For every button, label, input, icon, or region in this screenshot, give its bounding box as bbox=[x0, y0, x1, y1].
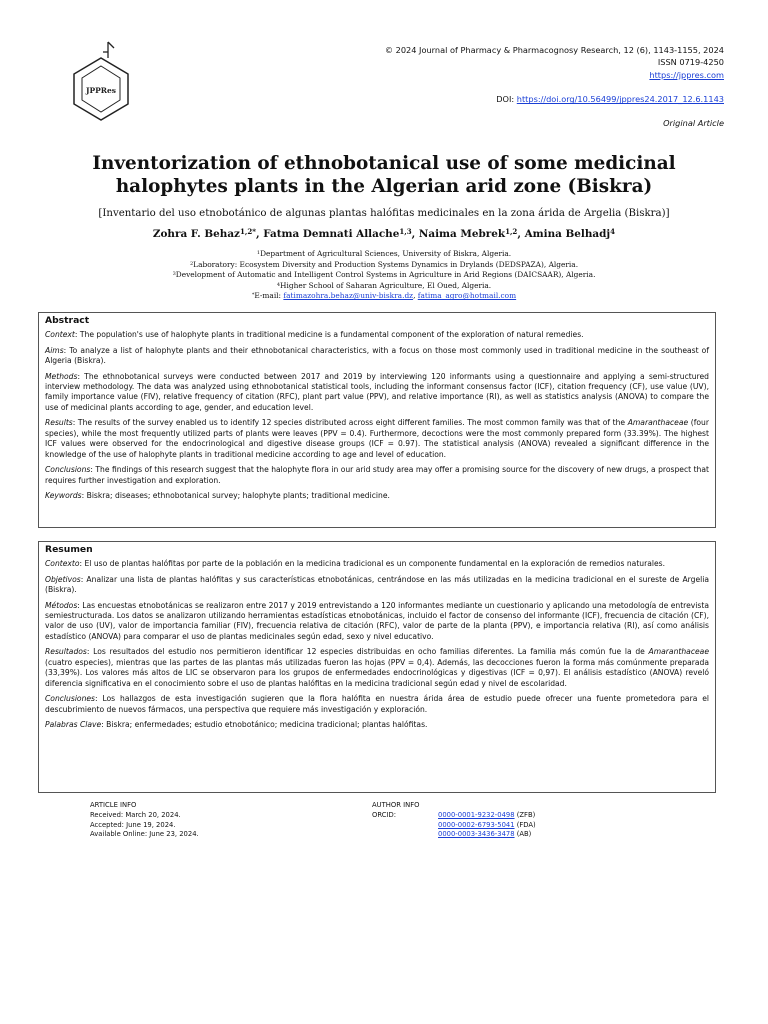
author-info-heading: AUTHOR INFO bbox=[372, 801, 420, 809]
journal-header bbox=[324, 44, 724, 129]
email-line bbox=[60, 291, 708, 302]
orcid-label: ORCID: bbox=[372, 810, 397, 819]
affiliation-text: Department of Agricultural Sciences, University of Biskra, Algeria. bbox=[260, 249, 512, 258]
section-text: (cuatro especies), mientras que las partes de las plantas más utilizadas fueron las hojas (PPV = 0,4). Además, las decocciones fueron la forma más comúnmente preparada (33,39%). Los valores más altos de LIC se observaron para los grupos de enfermedades endocrinológicas y digestivas (ICF = 0,97). El análisis estadístico (ANOVA) reveló diferencia significativa en el conocimiento sobre el uso de plantas halófitas en la medicina tradicional según edad y nivel de escolaridad. bbox=[45, 657, 709, 688]
section-text: : The results of the survey enabled us to identify 12 species distributed across eight different families. The most common family was that of the bbox=[72, 418, 628, 428]
author-name: Naima Mebrek bbox=[418, 228, 506, 240]
doi-line bbox=[324, 93, 724, 105]
author-superscript: 1,3 bbox=[399, 226, 412, 236]
email-separator: , bbox=[413, 291, 418, 301]
abstract-heading: Abstract bbox=[45, 315, 90, 326]
resumen-resultados bbox=[45, 647, 709, 689]
abstract-results bbox=[45, 418, 709, 460]
author-superscript: 1,2 bbox=[505, 226, 518, 236]
abstract-aims bbox=[45, 346, 709, 367]
section-label: Methods bbox=[45, 371, 78, 381]
section-text: : Analizar una lista de plantas halófitas y sus características etnobotánicas, centrándose en las más utilizadas en la medicina tradicional en el sureste de Argelia (Biskra). bbox=[45, 574, 709, 594]
affiliation-superscript: 2 bbox=[189, 260, 194, 267]
logo-text: JPPRes bbox=[85, 86, 117, 95]
article-title bbox=[60, 152, 708, 198]
section-label: Métodos bbox=[45, 600, 78, 610]
section-text: : Biskra; diseases; ethnobotanical survey; halophyte plants; traditional medicine. bbox=[81, 491, 390, 501]
orcid-link[interactable]: 0000-0002-6793-5041 bbox=[438, 820, 515, 829]
orcid-link[interactable]: 0000-0003-3436-3478 bbox=[438, 830, 515, 839]
author-name: Zohra F. Behaz bbox=[152, 228, 240, 240]
affiliation bbox=[60, 249, 708, 260]
orcid-link[interactable]: 0000-0001-9232-0498 bbox=[438, 810, 515, 819]
abstract-methods bbox=[45, 372, 709, 414]
article-info-heading: ARTICLE INFO bbox=[90, 801, 137, 809]
doi-label: DOI: bbox=[496, 94, 517, 105]
email-link-2[interactable]: fatima_agro@hotmail.com bbox=[417, 291, 517, 301]
issn: ISSN 0719-4250 bbox=[657, 57, 724, 68]
resumen-conclusiones bbox=[45, 694, 709, 715]
author-name: Fatma Demnati Allache bbox=[263, 228, 400, 240]
journal-website-link[interactable]: https://jppres.com bbox=[649, 69, 724, 80]
journal-citation: © 2024 Journal of Pharmacy & Pharmacognosy Research, 12 (6), 1143-1155, 2024 bbox=[384, 45, 724, 55]
section-label: Conclusiones bbox=[45, 694, 96, 704]
article-type: Original Article bbox=[663, 117, 724, 128]
doi-link[interactable]: https://doi.org/10.56499/jppres24.2017_12.6.1143 bbox=[516, 94, 724, 105]
section-label: Results bbox=[45, 418, 73, 428]
orcid-initials: (FDA) bbox=[514, 820, 536, 829]
section-text: (four species), while the most frequently utilized parts of plants were leaves (PPV = 0.4). Furthermore, decoctions were the most commonly prepared form (33.39%). The highest ICF values were observed for the endocrinological and digestive disease groups (ICF = 0.97). The statistical analysis (ANOVA) revealed a significant difference in the knowledge of the use of halophyte plants in traditional medicine according to age and level of education. bbox=[45, 418, 709, 459]
affiliation-text: Development of Automatic and Intelligent Control Systems in Agriculture in Arid Regions (DAICSAAR), Algeria. bbox=[175, 270, 596, 280]
author-list bbox=[60, 227, 708, 242]
author-name: Amina Belhadj bbox=[524, 228, 611, 240]
section-label: Objetivos bbox=[45, 574, 81, 584]
article-info bbox=[90, 801, 199, 840]
author-separator: , bbox=[411, 228, 419, 240]
author-superscript: 1,2* bbox=[239, 226, 256, 236]
orcid-row bbox=[372, 821, 536, 831]
orcid-initials: (AB) bbox=[514, 830, 532, 839]
affiliation bbox=[60, 270, 708, 281]
section-text: : El uso de plantas halófitas por parte de la población en la medicina tradicional es un componente fundamental en la exploración de remedios naturales. bbox=[79, 559, 666, 568]
resumen-contexto bbox=[45, 559, 709, 569]
section-text: : Los resultados del estudio nos permitieron identificar 12 especies distribuidas en ocho familias diferentes. La familia más común fue la de bbox=[86, 647, 649, 657]
orcid-row bbox=[372, 830, 536, 840]
affiliation-text: Laboratory: Ecosystem Diversity and Production Systems Dynamics in Drylands (DEDSPAZA), Algeria. bbox=[193, 259, 579, 269]
section-text: : The findings of this research suggest that the halophyte flora in our arid study area may offer a promising source for the discovery of new drugs, a prospect that requires further investigation and exploration. bbox=[45, 465, 709, 485]
section-label: Context bbox=[45, 330, 75, 339]
section-label: Resultados bbox=[45, 647, 87, 657]
resumen-box bbox=[38, 541, 716, 793]
affiliation-text: Higher School of Saharan Agriculture, El Oued, Algeria. bbox=[280, 280, 492, 290]
section-text: : To analyze a list of halophyte plants and their ethnobotanical characteristics, with a focus on those most commonly used in traditional medicine in the southeast of Algeria (Biskra). bbox=[45, 345, 709, 365]
affiliation bbox=[60, 260, 708, 271]
section-text: : Biskra; enfermedades; estudio etnobotánico; medicina tradicional; plantas halófitas. bbox=[101, 720, 428, 730]
resumen-objetivos bbox=[45, 575, 709, 596]
title-line-1: Inventorization of ethnobotanical use of some medicinal bbox=[92, 153, 676, 174]
affiliation-superscript: 1 bbox=[256, 249, 261, 256]
author-separator: , bbox=[255, 228, 264, 240]
section-label: Conclusions bbox=[45, 465, 91, 475]
spanish-title: [Inventario del uso etnobotánico de algunas plantas halófitas medicinales en la zona árida de Argelia (Biskra)] bbox=[98, 208, 670, 219]
section-label: Contexto bbox=[45, 559, 80, 568]
abstract-context bbox=[45, 330, 709, 340]
orcid-initials: (ZFB) bbox=[514, 810, 536, 819]
email-superscript: * bbox=[251, 292, 255, 299]
affiliation bbox=[60, 281, 708, 292]
section-text: : Los hallazgos de esta investigación sugieren que la flora halófita en nuestra árida área de estudio puede ofrecer una fuente prometedora para el descubrimiento de nuevos fármacos, una perspectiva que requiere más investigación y exploración. bbox=[45, 694, 709, 714]
abstract-conclusions bbox=[45, 465, 709, 486]
email-link-1[interactable]: fatimazohra.behaz@univ-biskra.dz bbox=[283, 291, 414, 301]
affiliation-superscript: 4 bbox=[276, 281, 281, 288]
accepted-date: Accepted: June 19, 2024. bbox=[90, 820, 176, 829]
section-label: Keywords bbox=[45, 491, 82, 501]
resumen-palabras-clave bbox=[45, 720, 709, 730]
affiliation-superscript: 3 bbox=[172, 270, 176, 277]
resumen-metodos bbox=[45, 601, 709, 643]
section-label: Palabras Clave bbox=[45, 720, 102, 730]
resumen-heading: Resumen bbox=[45, 544, 93, 555]
available-date: Available Online: June 23, 2024. bbox=[90, 830, 199, 839]
author-separator: , bbox=[517, 228, 525, 240]
jppres-logo bbox=[68, 38, 132, 124]
section-text: : The ethnobotanical surveys were conducted between 2017 and 2019 by interviewing 120 informants using a questionnaire and applying a semi-structured interview methodology. The data was analyzed using ethnobotanical statistical tools, including the informant consensus factor (ICF), citation frequency (CF), use value (UV), family importance value (FIV), relative frequency of citation (RFC), plant part value (PPV), and relative importance (RI), as well as statistics analysis (ANOVA) to compare the use of medicinal plants according to age, gender, and education level. bbox=[45, 371, 709, 412]
author-info bbox=[372, 801, 536, 840]
section-label: Aims bbox=[45, 345, 64, 355]
abstract-box bbox=[38, 312, 716, 528]
title-line-2: halophytes plants in the Algerian arid zone (Biskra) bbox=[115, 176, 653, 197]
abstract-keywords bbox=[45, 491, 709, 501]
received-date: Received: March 20, 2024. bbox=[90, 810, 181, 819]
author-superscript: 4 bbox=[610, 226, 616, 236]
family-name: Amaranthaceae bbox=[627, 418, 689, 428]
section-text: : The population's use of halophyte plants in traditional medicine is a fundamental component of the exploration of natural remedies. bbox=[74, 330, 584, 339]
section-text: : Las encuestas etnobotánicas se realizaron entre 2017 y 2019 entrevistando a 120 informantes mediante un cuestionario y aplicando una metodología de entrevista semiestructurada. Los datos se analizaron utilizando herramientas estadísticas etnobotánicas, incluido el factor de consenso del informante (ICF), frecuencia de citación (CF), valor de uso (UV), valor de importancia familiar (FIV), frecuencia relativa de citación (RFC), valor de parte de la planta (PPV), e importancia relativa (RI), así como análisis estadístico (ANOVA) para comparar el uso de plantas medicinales según edad, sexo y nivel educativo. bbox=[45, 600, 709, 641]
orcid-row bbox=[372, 811, 536, 821]
affiliations bbox=[60, 249, 708, 302]
email-label: E-mail: bbox=[254, 291, 284, 301]
family-name: Amaranthaceae bbox=[648, 647, 709, 657]
